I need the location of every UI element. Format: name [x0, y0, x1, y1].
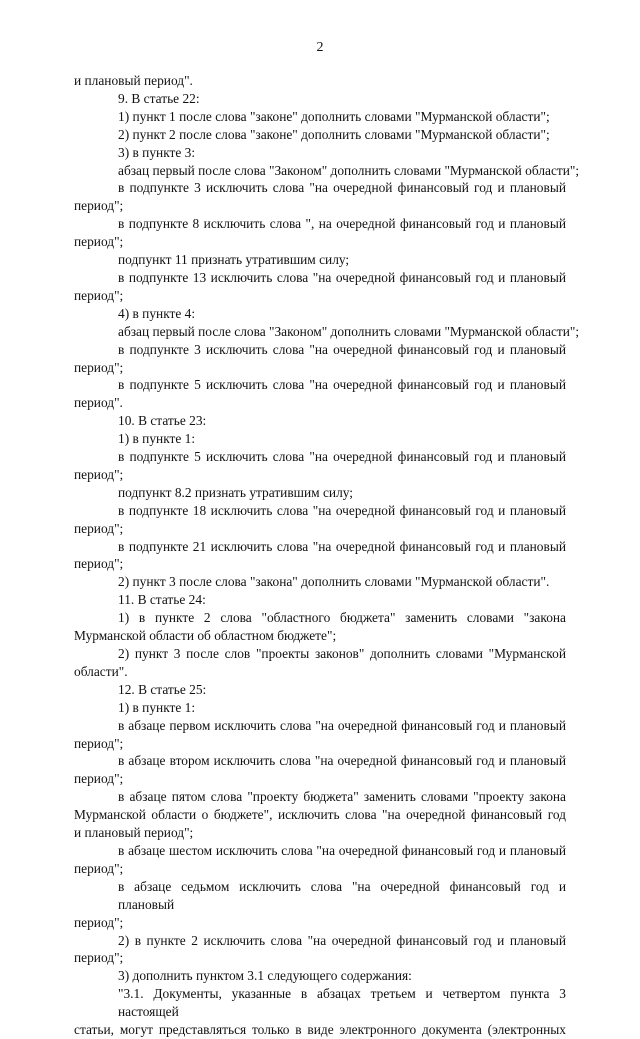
- text-line: период";: [74, 860, 124, 876]
- text-line: 11. В статье 24:: [118, 592, 206, 608]
- text-line: период";: [74, 234, 124, 250]
- text-line: период";: [74, 198, 124, 214]
- text-line: в подпункте 8 исключить слова ", на очередной финансовый год и плановый: [118, 216, 566, 232]
- text-line: период";: [74, 466, 124, 482]
- text-line: в подпункте 18 исключить слова "на очередной финансовый год и плановый: [118, 502, 566, 518]
- text-line: период";: [74, 914, 124, 930]
- text-line: 12. В статье 25:: [118, 681, 207, 697]
- text-line: подпункт 11 признать утратившим силу;: [118, 252, 350, 268]
- text-line: период";: [74, 520, 124, 536]
- text-line: "3.1. Документы, указанные в абзацах третьем и четвертом пункта 3 настоящей: [118, 986, 566, 1020]
- text-line: период".: [74, 395, 123, 411]
- text-line: Мурманской области о бюджете", исключить слова "на очередной финансовый год: [74, 807, 566, 823]
- text-line: области".: [74, 663, 128, 679]
- text-line: 4) в пункте 4:: [118, 305, 196, 321]
- text-line: в абзаце пятом слова "проекту бюджета" заменить словами "проекту закона: [118, 789, 566, 805]
- text-line: 1) пункт 1 после слова "законе" дополнить словами "Мурманской области";: [118, 108, 550, 124]
- text-line: 2) пункт 3 после слов "проекты законов" дополнить словами "Мурманской: [118, 646, 566, 661]
- text-line: в подпункте 5 исключить слова "на очередной финансовый год и плановый: [118, 377, 566, 393]
- text-line: в подпункте 21 исключить слова "на очередной финансовый год и плановый: [118, 538, 566, 554]
- text-line: статьи, могут представляться только в виде электронного документа (электронных: [74, 1022, 566, 1038]
- text-line: в абзаце первом исключить слова "на очередной финансовый год и плановый: [118, 717, 566, 733]
- text-line: в абзаце седьмом исключить слова "на очередной финансовый год и плановый: [118, 878, 566, 912]
- text-line: в подпункте 13 исключить слова "на очередной финансовый год и плановый: [118, 269, 566, 285]
- text-line: период";: [74, 950, 124, 966]
- text-line: в подпункте 3 исключить слова "на очередной финансовый год и плановый: [118, 341, 566, 357]
- text-line: 3) дополнить пунктом 3.1 следующего содержания:: [118, 968, 412, 984]
- text-line: 1) в пункте 1:: [118, 699, 196, 715]
- text-line: подпункт 8.2 признать утратившим силу;: [118, 484, 353, 500]
- text-line: Мурманской области об областном бюджете";: [74, 628, 337, 644]
- text-line: 3) в пункте 3:: [118, 144, 196, 160]
- text-line: в абзаце шестом исключить слова "на очередной финансовый год и плановый: [118, 842, 566, 858]
- document-body: [74, 72, 580, 1039]
- text-line: абзац первый после слова "Законом" дополнить словами "Мурманской области";: [118, 323, 580, 339]
- text-line: период";: [74, 735, 124, 751]
- text-line: 1) в пункте 1:: [118, 431, 196, 447]
- text-line: в подпункте 5 исключить слова "на очередной финансовый год и плановый: [118, 449, 566, 465]
- text-line: в подпункте 3 исключить слова "на очередной финансовый год и плановый: [118, 180, 566, 196]
- text-line: 9. В статье 22:: [118, 90, 200, 106]
- text-line: период";: [74, 556, 124, 572]
- text-line: и плановый период";: [74, 825, 194, 841]
- text-line: период";: [74, 771, 124, 787]
- text-line: и плановый период".: [74, 73, 193, 88]
- text-line: в абзаце втором исключить слова "на очередной финансовый год и плановый: [118, 753, 566, 769]
- text-line: период";: [74, 359, 124, 375]
- text-line: 1) в пункте 2 слова "областного бюджета" заменить словами "закона: [118, 610, 566, 626]
- text-line: период";: [74, 287, 124, 303]
- text-line: абзац первый после слова "Законом" дополнить словами "Мурманской области";: [118, 162, 580, 178]
- text-line: 10. В статье 23:: [118, 413, 207, 429]
- page-number: 2: [316, 40, 324, 55]
- text-line: 2) пункт 3 после слова "закона" дополнить словами "Мурманской области".: [118, 574, 550, 590]
- text-line: 2) в пункте 2 исключить слова "на очередной финансовый год и плановый: [118, 932, 566, 948]
- text-line: 2) пункт 2 после слова "законе" дополнить словами "Мурманской области";: [118, 126, 550, 142]
